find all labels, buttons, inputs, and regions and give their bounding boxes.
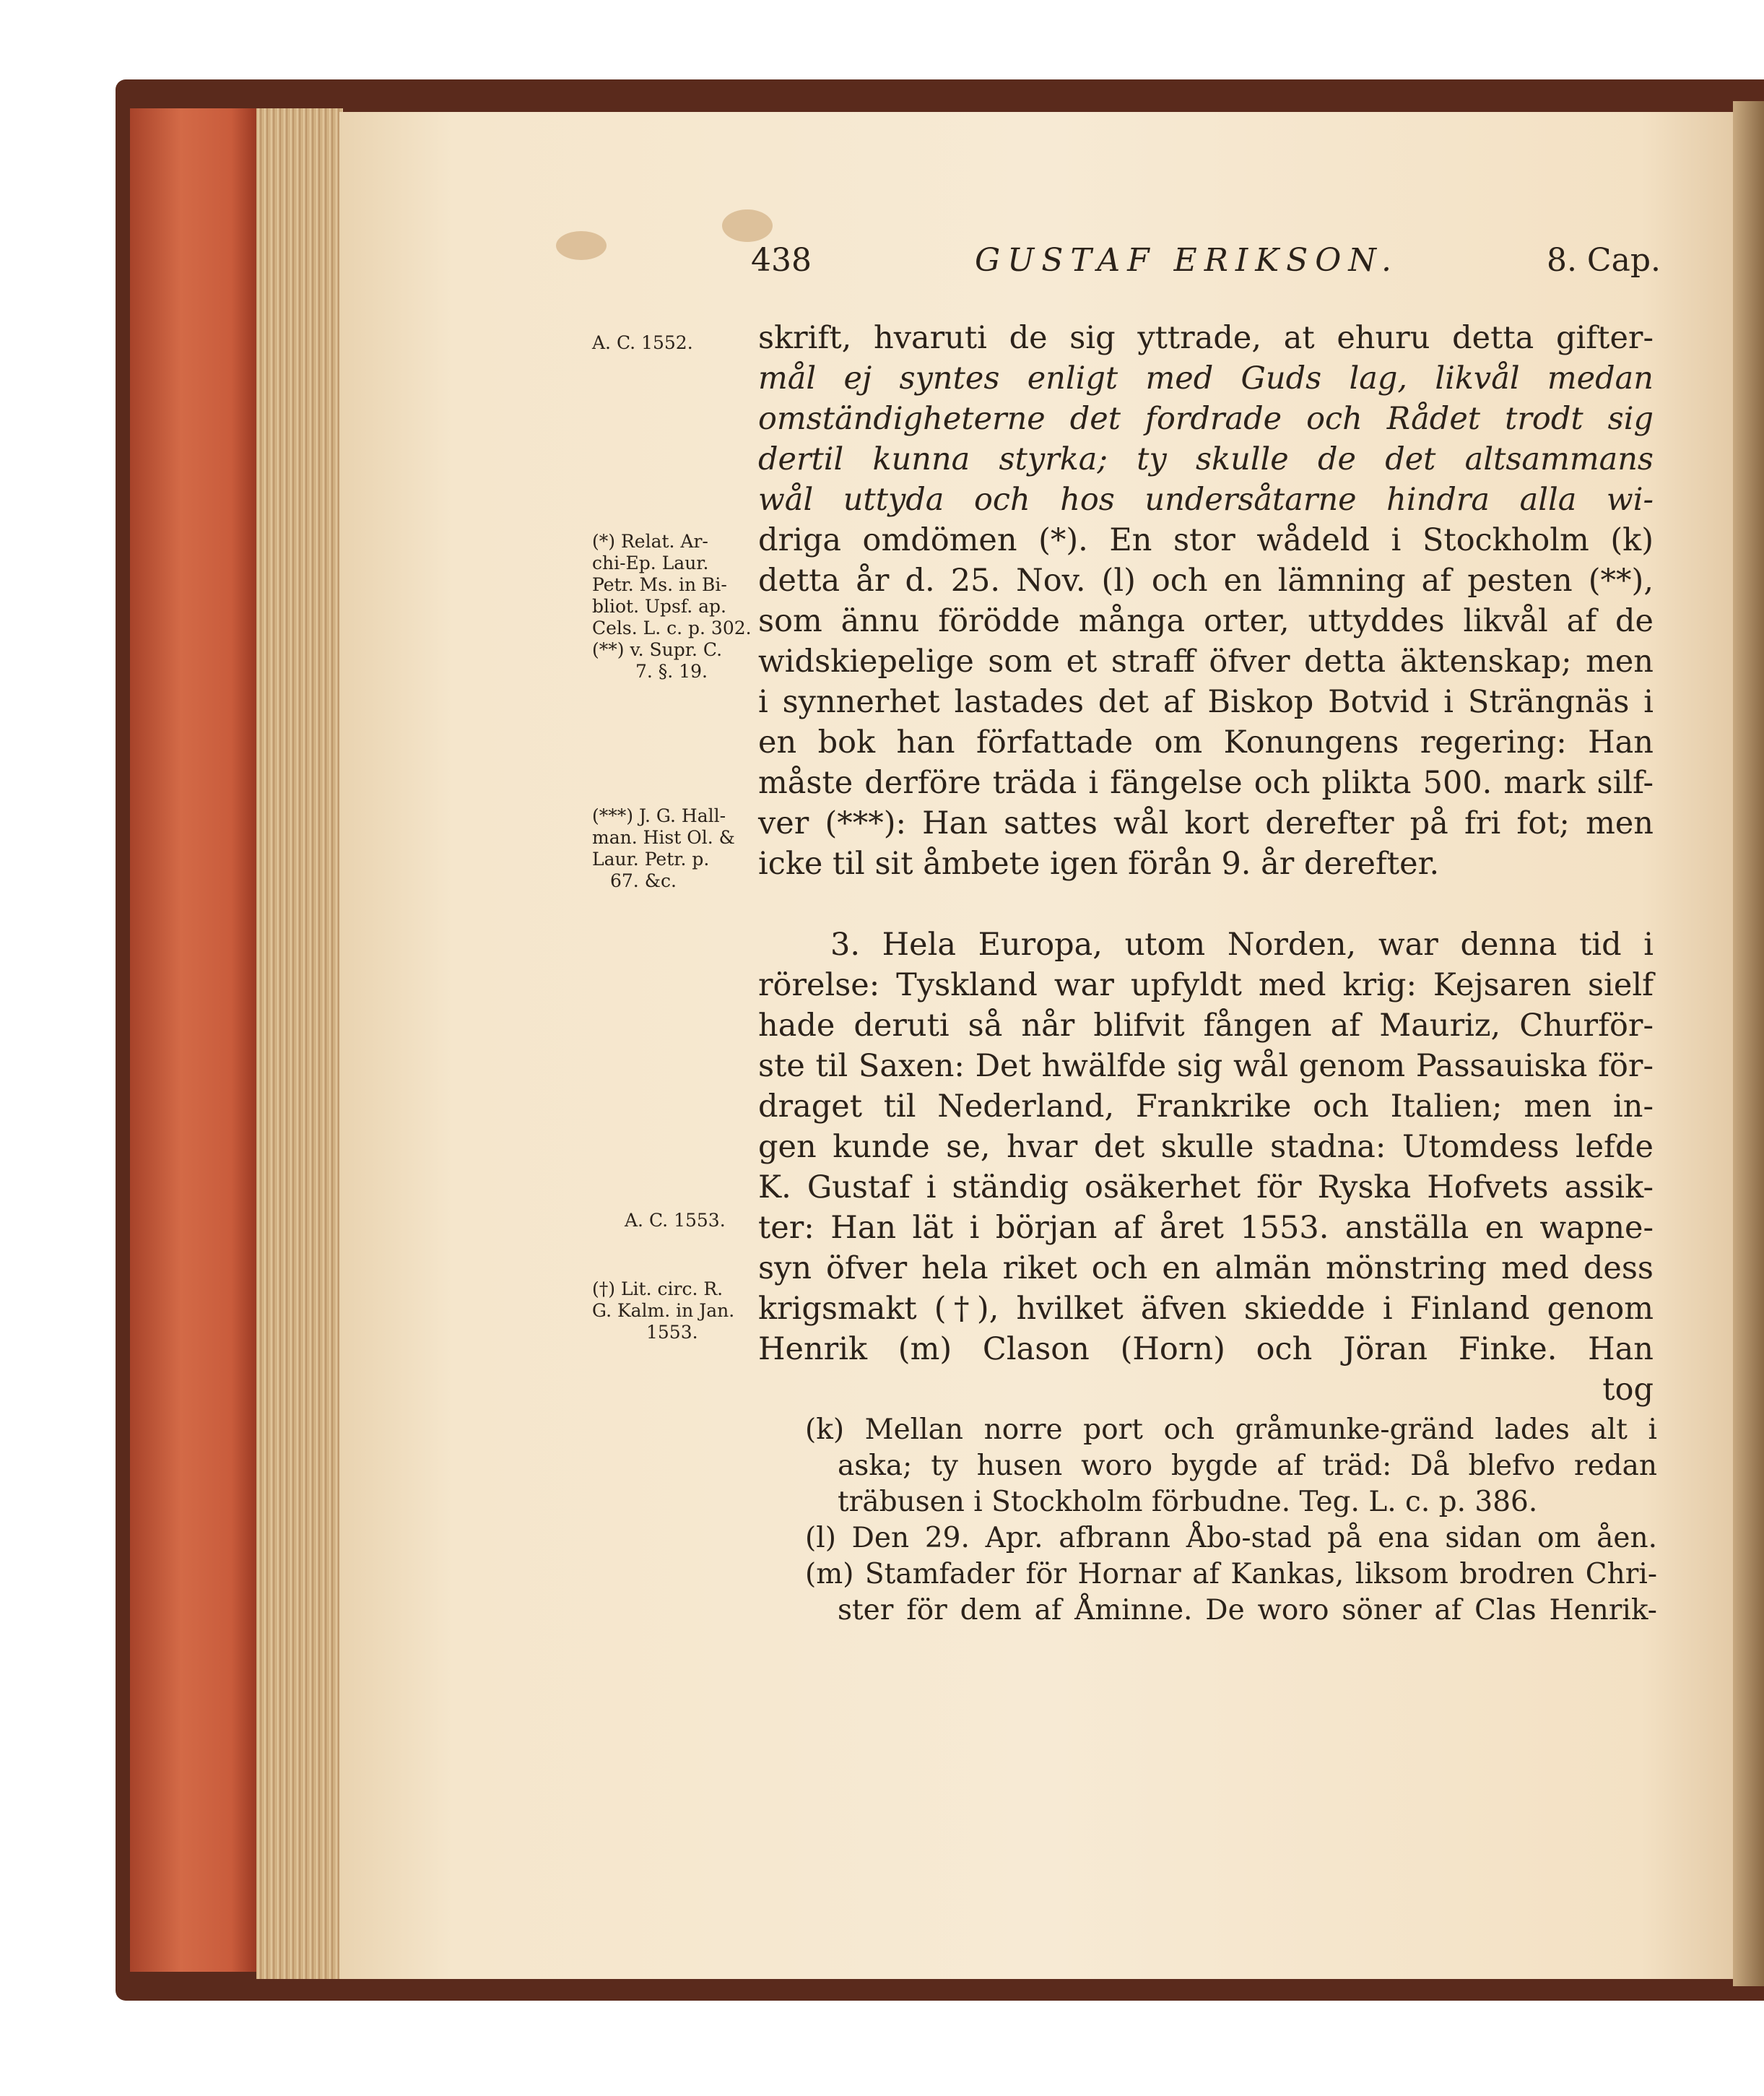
text-line: K. Gustaf i ständig osäkerhet för Ryska Hofvets assik- xyxy=(758,1169,1654,1205)
margin-note-citation: (***) J. G. Hall- man. Hist Ol. & Laur. Petr. p. 67. &c. xyxy=(592,805,735,891)
text-line: en bok han författade om Konungens regering: Han xyxy=(758,724,1654,761)
footnote-line: (l) Den 29. Apr. afbrann Åbo-stad på ena sidan om åen. xyxy=(805,1522,1657,1554)
margin-note-year: A. C. 1553. xyxy=(625,1210,726,1231)
text-line: ver (***): Han sattes wål kort derefter på fri fot; men xyxy=(758,805,1654,841)
running-title: GUSTAF ERIKSON. xyxy=(975,242,1399,279)
text-line: driga omdömen (*). En stor wådeld i Stockholm (k) xyxy=(758,522,1654,558)
text-line: syn öfver hela riket och en almän mönstring med dess xyxy=(758,1250,1654,1286)
text-line: widskiepelige som et straff öfver detta äktenskap; men xyxy=(758,644,1654,680)
text-line: hade deruti så når blifvit fången af Mauriz, Churför- xyxy=(758,1008,1654,1044)
footnote-line: (m) Stamfader för Hornar af Kankas, liksom brodren Chri- xyxy=(805,1558,1657,1590)
text-line: i synnerhet lastades det af Biskop Botvid i Strängnäs i xyxy=(758,684,1654,720)
text-line: gen kunde se, hvar det skulle stadna: Utomdess lefde xyxy=(758,1129,1654,1165)
footnote-line: ster för dem af Åminne. De woro söner af Clas Henrik- xyxy=(838,1594,1657,1627)
text-line: omständigheterne det fordrade och Rådet trodt sig xyxy=(758,401,1654,437)
footnotes xyxy=(805,1412,1657,1629)
text-line: mål ej syntes enligt med Guds lag, likvål medan xyxy=(758,360,1654,397)
body-text xyxy=(758,318,1654,1410)
text-line: ter: Han lät i början af året 1553. anställa en wapne- xyxy=(758,1210,1654,1246)
text-line: Henrik (m) Clason (Horn) och Jöran Finke. Han xyxy=(758,1331,1654,1367)
text-line: draget til Nederland, Frankrike och Italien; men in- xyxy=(758,1088,1654,1125)
text-line: dertil kunna styrka; ty skulle de det altsammans xyxy=(758,441,1654,477)
text-line: 3. Hela Europa, utom Norden, war denna tid i xyxy=(830,927,1654,963)
text-line: wål uttyda och hos undersåtarne hindra alla wi- xyxy=(758,482,1654,518)
margin-note-year: A. C. 1552. xyxy=(592,332,693,353)
footnote-line: träbusen i Stockholm förbudne. Teg. L. c. p. 386. xyxy=(838,1486,1538,1518)
text-line: rörelse: Tyskland war upfyldt med krig: Kejsaren sielf xyxy=(758,967,1654,1003)
text-line: måste derföre träda i fängelse och plikta 500. mark silf- xyxy=(758,765,1654,801)
text-line: krigsmakt (†), hvilket äfven skiedde i Finland genom xyxy=(758,1291,1654,1327)
footnote-line: aska; ty husen woro bygde af träd: Då blefvo redan xyxy=(838,1450,1657,1482)
footnote-line: (k) Mellan norre port och gråmunke-gränd lades alt i xyxy=(805,1413,1657,1446)
running-header xyxy=(751,242,1661,293)
text-line: skrift, hvaruti de sig yttrade, at ehuru detta gifter- xyxy=(758,320,1654,356)
text-line: ste til Saxen: Det hwälfde sig wål genom Passauiska för- xyxy=(758,1048,1654,1084)
text-line: som ännu förödde många orter, uttyddes likvål af de xyxy=(758,603,1654,639)
catchword: tog xyxy=(1602,1372,1654,1408)
text-line: icke til sit åmbete igen förån 9. år derefter. xyxy=(758,846,1440,882)
text-line: detta år d. 25. Nov. (l) och en lämning af pesten (**), xyxy=(758,563,1654,599)
margin-note-citation: (†) Lit. circ. R. G. Kalm. in Jan. 1553. xyxy=(592,1278,735,1343)
page-number: 438 xyxy=(751,242,812,279)
margin-note-citation: (*) Relat. Ar- chi-Ep. Laur. Petr. Ms. in Bi- bliot. Upsf. ap. Cels. L. c. p. 302. (**) v. Supr. C. 7. §. 19. xyxy=(592,531,752,682)
chapter-label: 8. Cap. xyxy=(1546,242,1661,279)
